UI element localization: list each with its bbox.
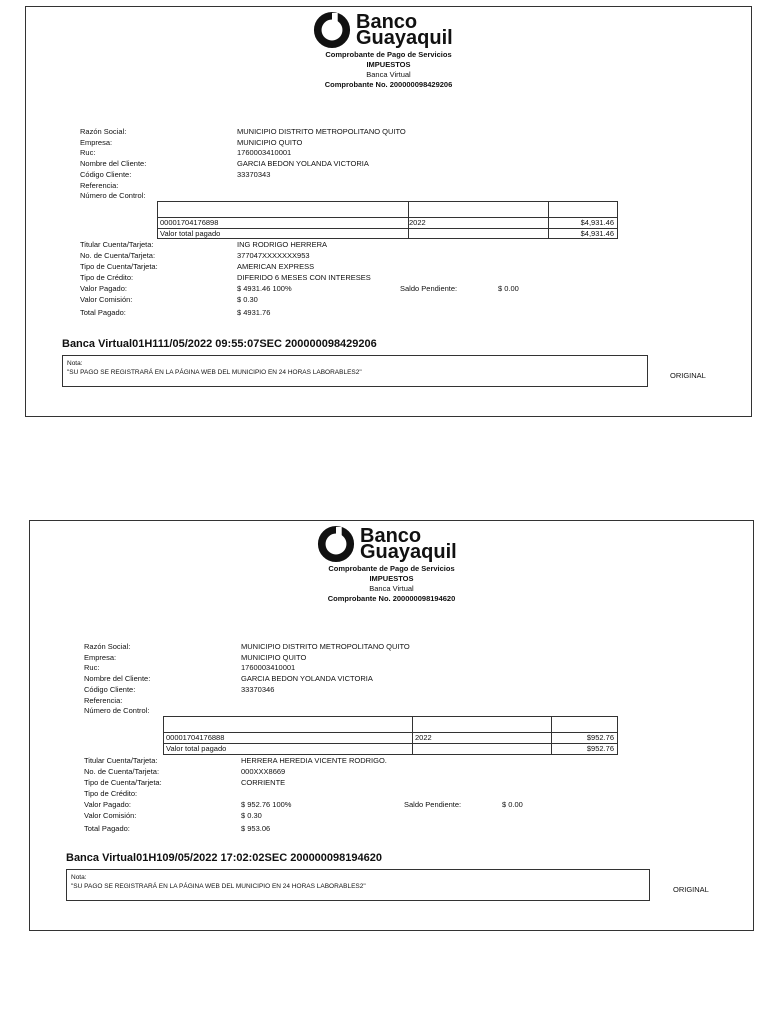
- saldo-pendiente-label: Saldo Pendiente:: [400, 284, 458, 293]
- payment-value: DIFERIDO 6 MESES CON INTERESES: [237, 273, 371, 282]
- field-label: Código Cliente:: [80, 170, 132, 179]
- total-amount: $952.76: [586, 744, 614, 753]
- field-value: 1760003410001: [241, 663, 296, 672]
- table-row: [158, 217, 617, 228]
- table-total-row: [164, 743, 617, 754]
- doc-title: Comprobante de Pago de Servicios: [328, 564, 455, 573]
- field-value: 33370343: [237, 170, 271, 179]
- payment-value: $ 0.30: [241, 811, 262, 820]
- payment-value: HERRERA HEREDIA VICENTE RODRIGO.: [241, 756, 387, 765]
- field-label: Razón Social:: [84, 642, 131, 651]
- total-label: Valor total pagado: [160, 229, 221, 238]
- bank-logo: [313, 11, 453, 49]
- control-table: [157, 201, 618, 239]
- field-value: GARCIA BEDON YOLANDA VICTORIA: [237, 159, 369, 168]
- comprobante-number: Comprobante No. 200000098429206: [324, 80, 453, 89]
- field-label: Nombre del Cliente:: [84, 674, 151, 683]
- field-label: Número de Control:: [84, 706, 150, 715]
- payment-label: Tipo de Crédito:: [84, 789, 138, 798]
- table-total-row: [158, 228, 617, 239]
- field-value: MUNICIPIO DISTRITO METROPOLITANO QUITO: [237, 127, 406, 136]
- saldo-pendiente-value: $ 0.00: [502, 800, 523, 809]
- payment-value: $ 4931.76: [237, 308, 271, 317]
- brand-line-1: Banco: [360, 525, 422, 547]
- banca-virtual-line: Banca Virtual01H109/05/2022 17:02:02SEC 200000098194620: [66, 852, 382, 864]
- table-row: [164, 732, 617, 743]
- nota-label: Nota:: [71, 874, 87, 881]
- payment-value: $ 0.30: [237, 295, 258, 304]
- payment-label: No. de Cuenta/Tarjeta:: [80, 251, 156, 260]
- category: IMPUESTOS: [366, 60, 411, 69]
- field-label: Ruc:: [84, 663, 100, 672]
- field-label: Referencia:: [84, 696, 123, 705]
- control-year: 2022: [415, 733, 432, 742]
- brand-line-2: Guayaquil: [356, 27, 453, 49]
- nota-box: [66, 869, 650, 901]
- brand-line-1: Banco: [356, 11, 418, 33]
- field-value: 33370346: [241, 685, 275, 694]
- payment-label: Titular Cuenta/Tarjeta:: [80, 240, 154, 249]
- payment-value: $ 953.06: [241, 824, 271, 833]
- channel: Banca Virtual: [369, 584, 414, 593]
- comprobante-number: Comprobante No. 200000098194620: [327, 594, 456, 603]
- payment-label: Valor Pagado:: [80, 284, 127, 293]
- field-value: MUNICIPIO DISTRITO METROPOLITANO QUITO: [241, 642, 410, 651]
- banco-guayaquil-logo-icon: [313, 11, 351, 49]
- original-label: ORIGINAL: [673, 885, 709, 894]
- payment-label: Valor Pagado:: [84, 800, 131, 809]
- payment-value: AMERICAN EXPRESS: [237, 262, 315, 271]
- bank-logo: [317, 525, 457, 563]
- payment-value: ING RODRIGO HERRERA: [237, 240, 328, 249]
- field-value: MUNICIPIO QUITO: [241, 653, 307, 662]
- banca-virtual-line: Banca Virtual01H111/05/2022 09:55:07SEC 200000098429206: [62, 338, 377, 350]
- nota-label: Nota:: [67, 360, 83, 367]
- payment-value: $ 4931.46 100%: [237, 284, 292, 293]
- receipt-header: [26, 50, 751, 90]
- field-value: 1760003410001: [237, 148, 292, 157]
- control-amount: $952.76: [586, 733, 614, 742]
- payment-label: Total Pagado:: [84, 824, 130, 833]
- field-label: Ruc:: [80, 148, 96, 157]
- control-id: 00001704176888: [166, 733, 225, 742]
- receipt-original-2: [29, 520, 754, 931]
- field-label: Razón Social:: [80, 127, 127, 136]
- field-label: Referencia:: [80, 181, 119, 190]
- control-year: 2022: [409, 218, 426, 227]
- control-table: [163, 716, 618, 755]
- payment-label: Tipo de Cuenta/Tarjeta:: [84, 778, 162, 787]
- total-label: Valor total pagado: [166, 744, 227, 753]
- field-label: Nombre del Cliente:: [80, 159, 147, 168]
- field-value: GARCIA BEDON YOLANDA VICTORIA: [241, 674, 373, 683]
- field-label: Empresa:: [84, 653, 117, 662]
- payment-label: No. de Cuenta/Tarjeta:: [84, 767, 160, 776]
- control-amount: $4,931.46: [580, 218, 614, 227]
- nota-box: [62, 355, 648, 387]
- payment-value: 377047XXXXXXX953: [237, 251, 310, 260]
- saldo-pendiente-value: $ 0.00: [498, 284, 519, 293]
- field-label: Empresa:: [80, 138, 113, 147]
- payment-label: Valor Comisión:: [84, 811, 137, 820]
- payment-label: Titular Cuenta/Tarjeta:: [84, 756, 158, 765]
- nota-text: "SU PAGO SE REGISTRARÁ EN LA PÁGINA WEB DEL MUNICIPIO EN 24 HORAS LABORABLES2": [67, 369, 362, 376]
- receipt-header: [30, 564, 753, 604]
- nota-text: "SU PAGO SE REGISTRARÁ EN LA PÁGINA WEB DEL MUNICIPIO EN 24 HORAS LABORABLES2": [71, 883, 366, 890]
- control-id: 00001704176898: [160, 218, 219, 227]
- field-value: MUNICIPIO QUITO: [237, 138, 303, 147]
- payment-label: Tipo de Cuenta/Tarjeta:: [80, 262, 158, 271]
- doc-title: Comprobante de Pago de Servicios: [325, 50, 452, 59]
- payment-value: 000XXX8669: [241, 767, 286, 776]
- category: IMPUESTOS: [369, 574, 414, 583]
- field-label: Código Cliente:: [84, 685, 136, 694]
- brand-line-2: Guayaquil: [360, 541, 457, 563]
- banco-guayaquil-logo-icon: [317, 525, 355, 563]
- payment-label: Tipo de Crédito:: [80, 273, 134, 282]
- original-label: ORIGINAL: [670, 371, 706, 380]
- channel: Banca Virtual: [366, 70, 411, 79]
- payment-value: $ 952.76 100%: [241, 800, 292, 809]
- payment-label: Valor Comisión:: [80, 295, 133, 304]
- field-label: Número de Control:: [80, 191, 146, 200]
- total-amount: $4,931.46: [580, 229, 614, 238]
- saldo-pendiente-label: Saldo Pendiente:: [404, 800, 462, 809]
- payment-label: Total Pagado:: [80, 308, 126, 317]
- receipt-original-1: [25, 6, 752, 417]
- payment-value: CORRIENTE: [241, 778, 286, 787]
